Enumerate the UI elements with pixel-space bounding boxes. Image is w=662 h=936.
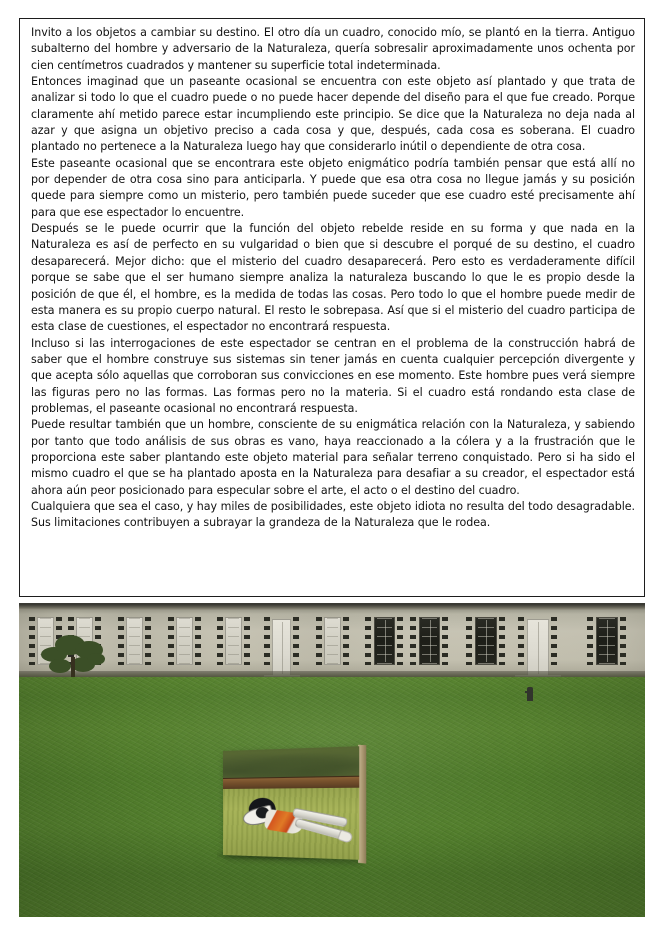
canvas-side-edge — [358, 745, 366, 864]
facade-window — [324, 617, 341, 665]
facade-door — [527, 619, 549, 677]
window-shutter — [466, 617, 472, 665]
window-shutter — [442, 617, 448, 665]
window-shutter — [293, 617, 299, 665]
paragraph-3: Este paseante ocasional que se encontrara este objeto enigmático podría también pensar que está allí no por depender de otra cosa sino para anticiparla. Y puede que esa otra cosa no llegue jamás y su posición quede para siempre como un misterio, pero también puede suceder que ese cuadro esté precisamente ahí para que ese espectador lo encuentre. — [31, 156, 635, 219]
window-shutter — [168, 617, 174, 665]
paragraph-4: Después se le puede ocurrir que la función del objeto rebelde reside en su forma y que nada en la Naturaleza es así de perfecto en su vulgaridad o bien que si descubre el porqué de su destino, el cuadro desaparecerá. Mejor dicho: que el misterio del cuadro desaparecerá. Pero esto es verdaderamente difícil porque se sabe que el ser humano siempre analiza la naturaleza buscando lo que le es propio desde la posición de que él, el hombre, es la medida de todas las cosas. Pero todo lo que el hombre puede medir de esta manera es su propio cuerpo natural. El resto le sobrepasa. Así que si el misterio del cuadro participa de esta clase de cuestiones, el espectador no encontrará respuesta. — [31, 222, 635, 334]
facade-window — [374, 617, 395, 665]
photograph — [19, 603, 645, 917]
text-block — [19, 18, 645, 597]
facade-window — [596, 617, 618, 665]
paragraph-2: Entonces imaginad que un paseante ocasional se encuentra con este objeto así plantado y que trata de analizar si todo lo que el cuadro puede o no puede hacer depende del diseño para el que fue creado. Porque claramente ahí metido parece estar incumpliendo este principio. Se dice que la Naturaleza no deja nada al azar y que asigna un objetivo preciso a cada cosa y que, después, cada cosa es soberana. El cuadro plantado no pertenece a la Naturaleza luego hay que considerarlo inútil o dependiente de otra cosa. — [31, 75, 635, 154]
painting-reclining-figure — [243, 798, 346, 846]
window-shutter — [316, 617, 322, 665]
painting-surface — [223, 746, 359, 860]
window-shutter — [244, 617, 250, 665]
window-shutter — [397, 617, 403, 665]
roofline-cornice — [19, 605, 645, 610]
paragraph-5: Incluso si las interrogaciones de este espectador se centran en el problema de la construcción habrá de saber que el hombre construye sus sistemas sin tener jamás en cuenta cualquier percepción divergente y que acepta sólo aquellas que corroboran sus convicciones en ese momento. Este hombre pues verá siempre las figuras pero no las formas. Las formas pero no la materia. Si el cuadro está rondando esta clase de problemas, el paseante ocasional no encontrará respuesta. — [31, 336, 635, 415]
window-shutter — [587, 617, 593, 665]
paragraph-6: Puede resultar también que un hombre, consciente de su enigmática relación con la Naturaleza, y sabiendo por tanto que todo análisis de sus obras es vano, haya reaccionado a la cólera y a la frustración que le proporciona este saber plantando este objeto material para señalar terreno conquistado. Pero si ha sido el mismo cuadro el que se ha plantado aposta en la Naturaleza para desafiar a su creador, el espectador está ahora aún peor posicionado para especular sobre el arte, el acto o el destino del cuadro. — [31, 418, 635, 497]
figure-legs — [292, 812, 347, 842]
window-shutter — [365, 617, 371, 665]
window-shutter — [518, 617, 524, 665]
facade-door — [272, 619, 291, 677]
paragraph-1: Invito a los objetos a cambiar su destino. El otro día un cuadro, conocido mío, se plantó en la tierra. Antiguo subalterno del hombre y adversario de la Naturaleza, quería sobresalir aproximadamente unos ochenta por cien centímetros cuadrados y mantener su superficie total indeterminada. — [31, 26, 635, 72]
window-shutter — [195, 617, 201, 665]
window-shutter — [410, 617, 416, 665]
window-shutter — [499, 617, 505, 665]
facade-window — [176, 617, 193, 665]
facade-window — [475, 617, 497, 665]
facade-window — [419, 617, 440, 665]
paragraph-7: Cualquiera que sea el caso, y hay miles de posibilidades, este objeto idiota no resulta del todo desagradable. Sus limitaciones contribuyen a subrayar la grandeza de la Naturaleza que le rodea. — [31, 499, 635, 530]
window-shutter — [29, 617, 35, 665]
facade-window — [126, 617, 143, 665]
window-shutter — [264, 617, 270, 665]
window-shutter — [217, 617, 223, 665]
window-shutter — [145, 617, 151, 665]
window-shutter — [551, 617, 557, 665]
window-shutter — [620, 617, 626, 665]
window-shutter — [118, 617, 124, 665]
window-shutter — [343, 617, 349, 665]
distant-person — [527, 687, 533, 701]
planted-painting — [223, 746, 359, 860]
facade-window — [225, 617, 242, 665]
painting-treeline — [223, 746, 359, 780]
